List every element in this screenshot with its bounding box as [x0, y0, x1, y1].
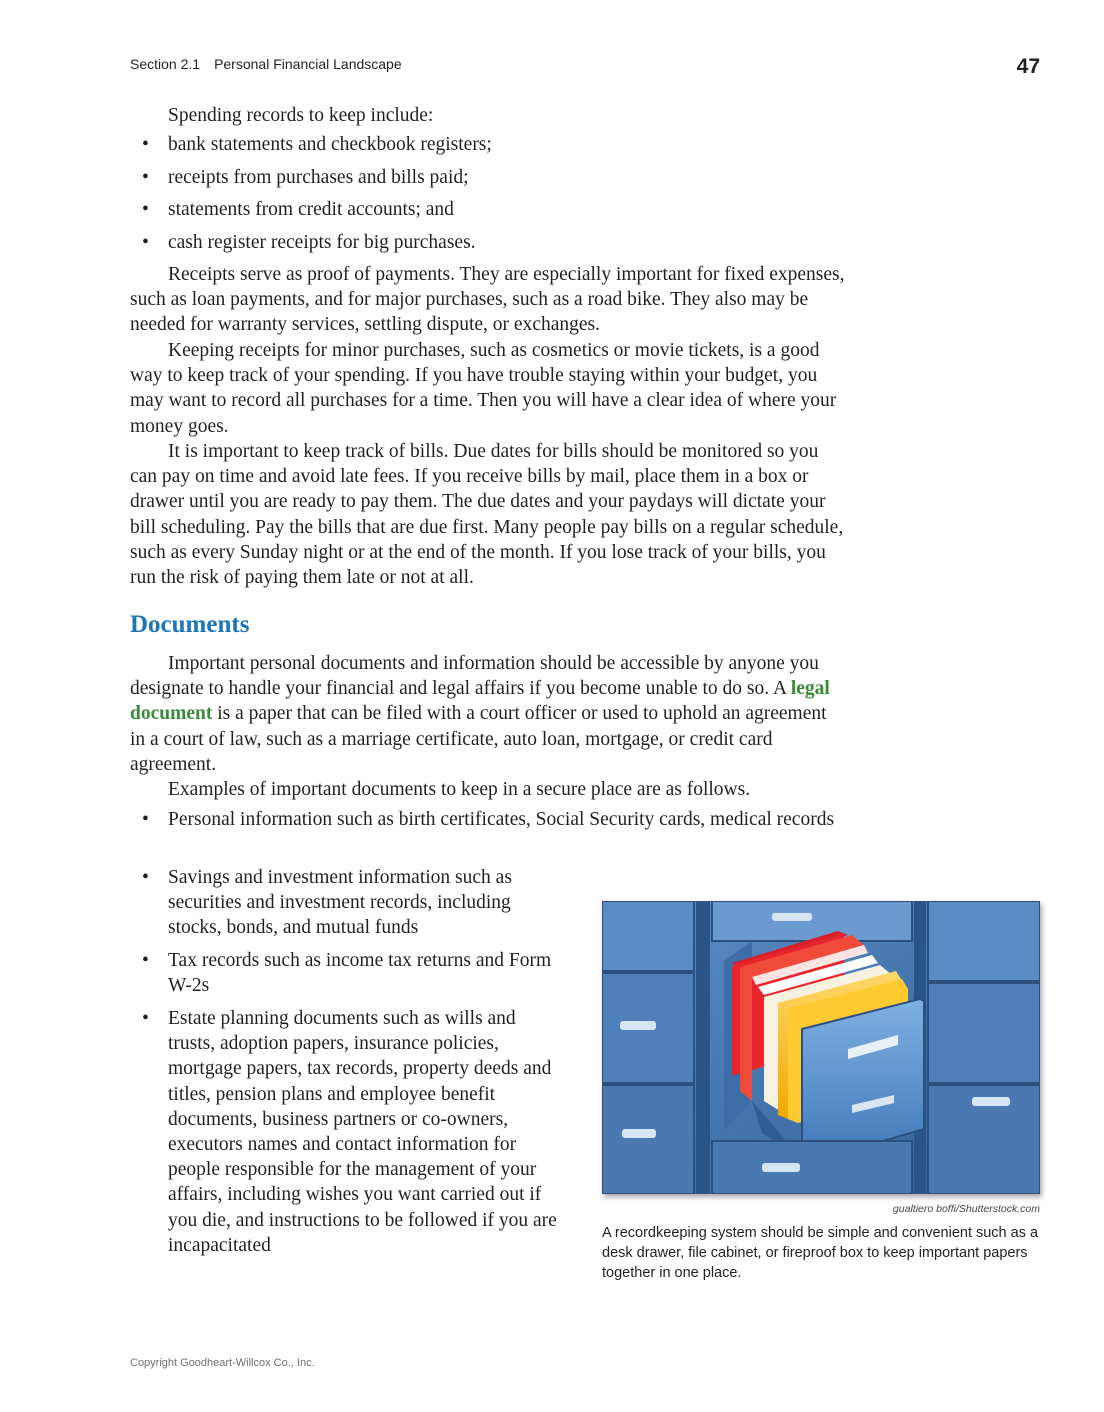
- paragraph-minor-purchases: Keeping receipts for minor purchases, such as cosmetics or movie tickets, is a good way to keep track of your spending. If you have trouble staying within your budget, you may want to record all purchases for a time. Then you will have a clear idea of where your money goes.: [130, 340, 837, 437]
- paragraph-bills: It is important to keep track of bills. Due dates for bills should be monitored so you can pay on time and avoid late fees. If you receive bills by mail, place them in a box or drawer until you are ready to pay them. The due dates and your paydays will dictate your bill scheduling. Pay the bills that are due first. Many people pay bills on a regular schedule, such as every Sunday night or at the end of the month. If you lose track of your bills, you run the risk of paying them late or not at all.: [130, 441, 844, 589]
- documents-list-top: [130, 807, 845, 840]
- list-item: • cash register receipts for big purchases.: [130, 230, 845, 255]
- list-item: • Estate planning documents such as wills and trusts, adoption papers, insurance policies, mortgage papers, tax records, property deeds and titles, pension plans and employee benefit documents, business partners or co-owners, executors names and contact information for people responsible for the management of your affairs, including wishes you want carried out if you die, and instructions to be followed if you are incapacitated: [130, 1006, 560, 1258]
- paragraph-legal-document: [130, 651, 845, 777]
- paragraph-examples-intro: Examples of important documents to keep in a secure place are as follows.: [168, 779, 751, 800]
- file-cabinet-photo: [602, 901, 1040, 1194]
- running-head: [130, 56, 402, 72]
- paragraph-text: Important personal documents and information should be accessible by anyone you designate to handle your financial and legal affairs if you become unable to do so. A: [130, 653, 819, 700]
- section-heading-documents: Documents: [130, 611, 250, 638]
- page-number: 47: [1016, 55, 1040, 78]
- list-item: • Savings and investment information such as securities and investment records, including stocks, bonds, and mutual funds: [130, 865, 560, 941]
- key-term-legal-document: legal document: [130, 678, 830, 725]
- list-item: • bank statements and checkbook registers;: [130, 132, 845, 157]
- photo-credit: gualtiero boffi/Shutterstock.com: [892, 1203, 1040, 1215]
- spending-records-list: [130, 132, 845, 263]
- documents-list: [130, 865, 560, 1266]
- section-label: Section 2.1: [130, 56, 201, 72]
- list-item: • Personal information such as birth certificates, Social Security cards, medical records: [130, 807, 845, 832]
- list-item: • receipts from purchases and bills paid;: [130, 165, 845, 190]
- section-title: Personal Financial Landscape: [214, 56, 402, 72]
- copyright-notice: Copyright Goodheart-Willcox Co., Inc.: [130, 1357, 315, 1369]
- list-item: • Tax records such as income tax returns and Form W-2s: [130, 948, 560, 998]
- spending-intro: Spending records to keep include:: [168, 105, 434, 126]
- paragraph-text: is a paper that can be filed with a court officer or used to uphold an agreement in a court of law, such as a marriage certificate, auto loan, mortgage, or credit card agreement.: [130, 703, 827, 775]
- figure-caption: A recordkeeping system should be simple and convenient such as a desk drawer, file cabinet, or fireproof box to keep important papers together in one place.: [602, 1225, 1039, 1281]
- paragraph-receipts: Receipts serve as proof of payments. They are especially important for fixed expenses, such as loan payments, and for major purchases, such as a road bike. They also may be needed for warranty services, settling dispute, or exchanges.: [130, 264, 845, 336]
- list-item: • statements from credit accounts; and: [130, 197, 845, 222]
